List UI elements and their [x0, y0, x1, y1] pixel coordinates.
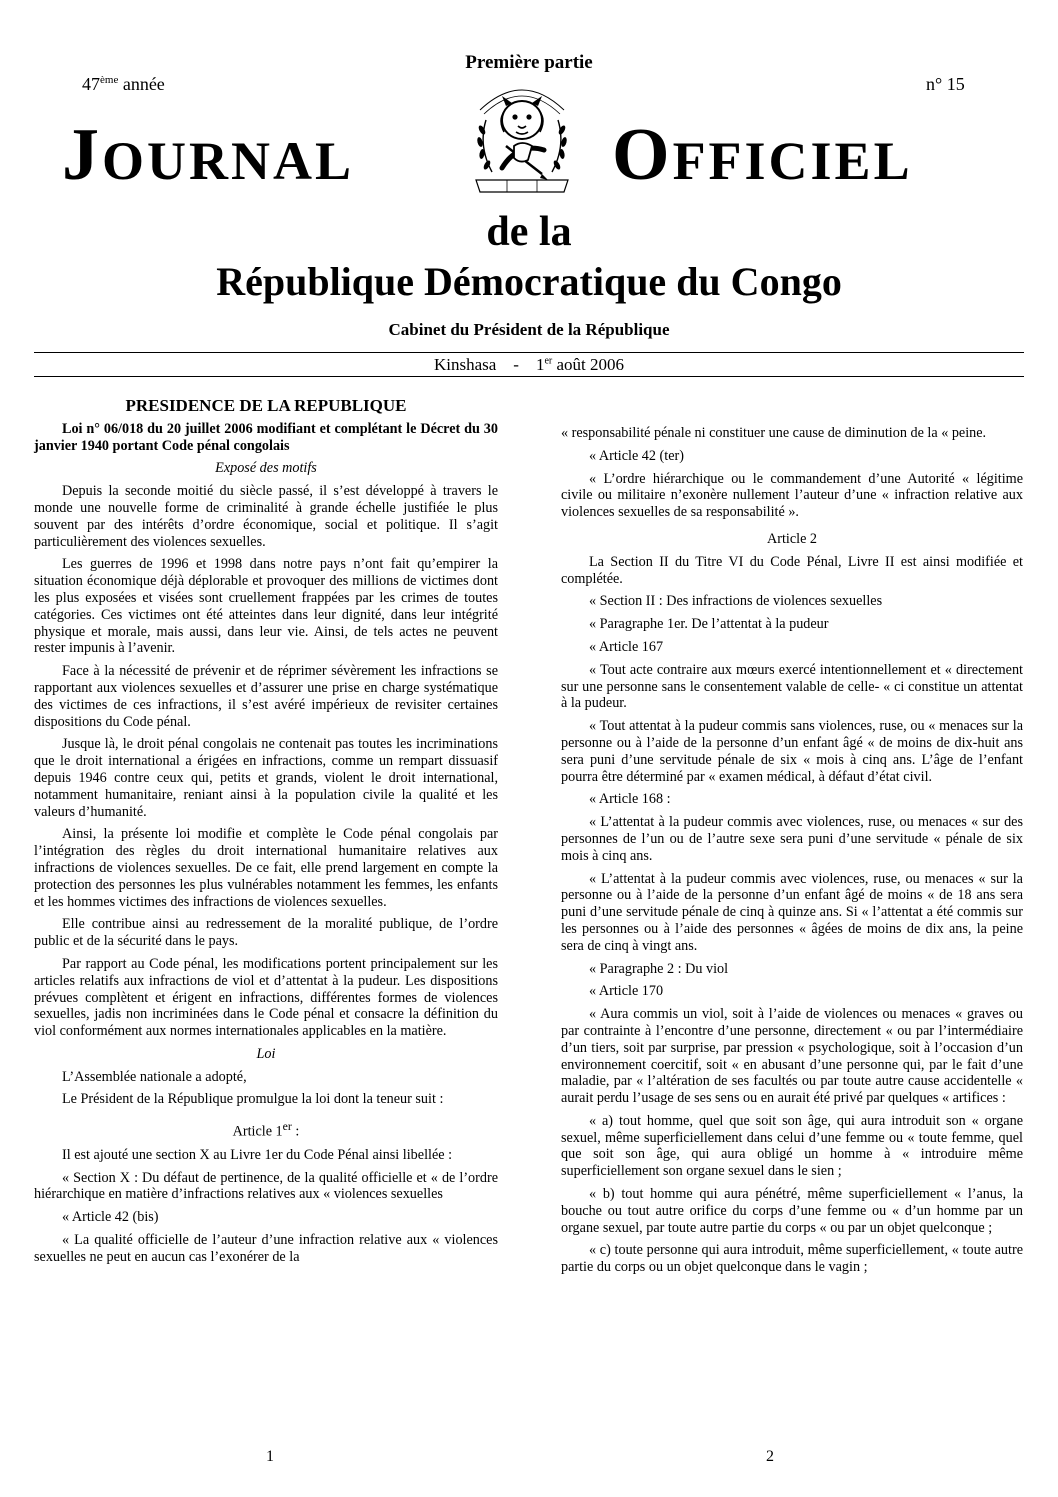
paragraph: « L’attentat à la pudeur commis avec violences, ruse, ou menaces « sur la personne ou à l’aide de la personne d’un enfant âgé de moins « de 18 ans sera puni d’une servitude pénale de cinq à quinze ans. Si « l’attentat a été commis sur les personnes ou à l’aide des personnes « âgées de moins de dix ans, la peine sera de cinq à vingt ans. — [561, 870, 1023, 954]
paragraph: Ainsi, la présente loi modifie et complète le Code pénal congolais par l’intégration des règles du droit international humanitaire relatives aux infractions de violences sexuelles. De ce fait, elle prend largement en compte la protection des personnes les plus vulnérables notamment les femmes, les enfants et les hommes victimes des infractions de violences sexuelles. — [34, 826, 498, 910]
paragraph: « Article 42 (ter) — [589, 447, 684, 464]
paragraph: Le Président de la République promulgue la loi dont la teneur suit : — [62, 1091, 444, 1108]
paragraph: « Tout attentat à la pudeur commis sans violences, ruse, ou « menaces sur la personne ou à l’aide de la personne d’un enfant âgé « de moins de dix-huit ans sera puni d’une servitude pénale de six « mois à cinq ans. L’âge de l’enfant pourra être déterminé par « examen médical, à défaut d’état civil. — [561, 718, 1023, 785]
part-label: Première partie — [465, 52, 593, 73]
dateline-day-sup: er — [544, 355, 553, 367]
expose-heading: Exposé des motifs — [215, 460, 317, 477]
left-column — [34, 398, 498, 1272]
paragraph: « L’ordre hiérarchique ou le commandement d’une Autorité « légitime civile ou militaire n’exonère nullement l’auteur d’une « infraction relative aux violences sexuelles de sa responsabilité ». — [561, 470, 1023, 521]
dateline-month-year: août 2006 — [556, 355, 625, 374]
paragraph: « Section II : Des infractions de violences sexuelles — [589, 593, 883, 610]
masthead-officiel-rest: FFICIEL — [672, 131, 913, 191]
year-number: 47 — [82, 74, 100, 94]
year-label — [82, 74, 165, 95]
cabinet-label: Cabinet du Président de la République — [388, 320, 670, 339]
year-sup: ème — [100, 74, 119, 86]
loi-heading: Loi — [256, 1045, 276, 1062]
paragraph: « L’attentat à la pudeur commis avec violences, ruse, ou menaces « sur des personnes de l’un ou de l’autre sexe sera puni d’une servitude « pénale de six mois à cinq ans. — [561, 814, 1023, 864]
dateline-day: 1 — [535, 355, 545, 374]
page-number-left: 1 — [266, 1448, 274, 1465]
paragraph: Par rapport au Code pénal, les modifications portent principalement sur les articles relatifs aux infractions de viol et d’attentat à la pudeur. Les dispositions prévues complètent et érigent en infractions, différentes formes de violences sexuelles, jadis non incriminées dans le Code pénal et consacre la définition du viol conformément aux normes internationales applicables en la matière. — [34, 955, 498, 1040]
paragraph: « c) toute personne qui aura introduit, même superficiellement, « toute autre partie du corps ou un objet quelconque dans le vagin ; — [561, 1242, 1023, 1276]
paragraph: « Paragraphe 1er. De l’attentat à la pudeur — [589, 616, 829, 633]
paragraph: Il est ajouté une section X au Livre 1er du Code Pénal ainsi libellée : — [62, 1146, 453, 1163]
masthead-journal — [62, 114, 355, 196]
article-1-colon: : — [291, 1124, 300, 1141]
paragraph: « Section X : Du défaut de pertinence, de la qualité officielle et « de l’ordre hiérarchique en matière d’infractions relatives aux « violences sexuelles — [34, 1169, 498, 1203]
paragraph: « b) tout homme qui aura pénétré, même superficiellement « l’anus, la bouche ou tout autre orifice du corps d’une femme ou « d’un homme par un organe sexuel, par toute autre partie du corps « ou par un objet quelconque ; — [561, 1186, 1023, 1236]
paragraph: « Article 42 (bis) — [62, 1209, 159, 1226]
paragraph: Les guerres de 1996 et 1998 dans notre pays n’ont fait qu’empirer la situation économique déjà déplorable et provoquer des millions de victimes dont les plus exposées et visées sont cruellement frappées par les crimes de toutes catégories. Ces victimes ont été atteintes dans leur dignité, dans leur intégrité physique et morale, mais aussi, dans leur vie. Ainsi, de tels actes ne peuvent rester impunis à l’avenir. — [34, 556, 498, 657]
article-1-sup: er — [282, 1119, 292, 1134]
paragraph: Depuis la seconde moitié du siècle passé, il s’est développé à travers le monde une nouvelle forme de criminalité à grande échelle justifiée le plus souvent par des intérêts d’ordre économique, social et politique. Il s’agit particulièrement des violences sexuelles. — [34, 483, 498, 550]
paragraph: « Paragraphe 2 : Du viol — [589, 960, 729, 977]
right-column — [561, 425, 1023, 1282]
paragraph: « Aura commis un viol, soit à l’aide de violences ou menaces « graves ou par contrainte à l’encontre d’une personne, directement « ou par l’intermédiaire d’un tiers, soit par surprise, par pression « psychologique, soit à l’occasion d’un environnement coercitif, soit « en abusant d’une personne qui, par le fait d’une maladie, par « l’altération de ses facultés ou par toute autre cause accidentelle « aurait perdu l’usage de ses sens ou en aurait été privé par quelques « artifices : — [561, 1006, 1023, 1107]
paragraph: Elle contribue ainsi au redressement de la moralité publique, de l’ordre public et de la sécurité dans le pays. — [34, 916, 498, 950]
year-word: année — [122, 74, 165, 94]
header-top-rule — [34, 352, 1024, 353]
header-bottom-rule — [34, 376, 1024, 377]
section-title: PRESIDENCE DE LA REPUBLIQUE — [125, 396, 407, 415]
article-1-heading — [34, 1118, 498, 1141]
page-number-right: 2 — [766, 1448, 774, 1465]
masthead-officiel — [612, 114, 913, 196]
paragraph: « Tout acte contraire aux mœurs exercé intentionnellement et « directement sur une personne sans le consentement valable de celle- « ci constitue un attentat à la pudeur. — [561, 661, 1023, 712]
paragraph: « responsabilité pénale ni constituer une cause de diminution de la « peine. — [561, 425, 987, 441]
article-1-word: Article 1 — [232, 1124, 283, 1141]
masthead-officiel-cap: O — [612, 114, 673, 196]
republic-name: République Démocratique du Congo — [216, 259, 842, 304]
paragraph: « a) tout homme, quel que soit son âge, qui aura introduit son « organe sexuel, même superficiellement dans celui d’une femme ou « toute femme, quel que soit son âge, qui aura obligé un homme à « introduire même superficiellement son organe sexuel dans le sien ; — [561, 1112, 1023, 1180]
paragraph: « Article 168 : — [589, 791, 671, 808]
paragraph: L’Assemblée nationale a adopté, — [62, 1068, 247, 1085]
dateline-city: Kinshasa — [433, 355, 497, 374]
law-title: Loi n° 06/018 du 20 juillet 2006 modifiant et complétant le Décret du 30 janvier 1940 portant Code pénal congolais — [34, 420, 498, 454]
paragraph: « La qualité officielle de l’auteur d’une infraction relative aux « violences sexuelles ne peut en aucun cas l’exonérer de la — [34, 1232, 498, 1265]
paragraph: « Article 170 — [589, 983, 664, 1000]
paragraph: Face à la nécessité de prévenir et de réprimer sévèrement les infractions se rapportant aux violences sexuelles et d’assurer une prise en charge systématique des victimes de ces infractions, il s’est avéré impérieux de revisiter certaines dispositions du Code pénal. — [34, 663, 498, 730]
dateline-separator: - — [513, 355, 519, 374]
issue-number: n° 15 — [926, 74, 965, 94]
paragraph: « Article 167 — [589, 638, 664, 655]
paragraph: La Section II du Titre VI du Code Pénal, Livre II est ainsi modifiée et complétée. — [561, 553, 1023, 587]
masthead-de-la: de la — [486, 209, 572, 255]
paragraph: Jusque là, le droit pénal congolais ne contenait pas toutes les incriminations que le droit international a érigées en infractions, comme un rempart dissuasif depuis 1946 contre ceux qui, petits et grands, violent le droit international, notamment humanitaire, reniant ainsi à la population civile la qualité et les valeurs d’humanité. — [34, 736, 498, 820]
masthead-journal-rest: OURNAL — [102, 131, 355, 191]
masthead-journal-cap: J — [62, 114, 102, 196]
article-2-heading: Article 2 — [766, 530, 818, 547]
coat-of-arms-emblem — [462, 76, 582, 202]
dateline — [0, 355, 1058, 375]
